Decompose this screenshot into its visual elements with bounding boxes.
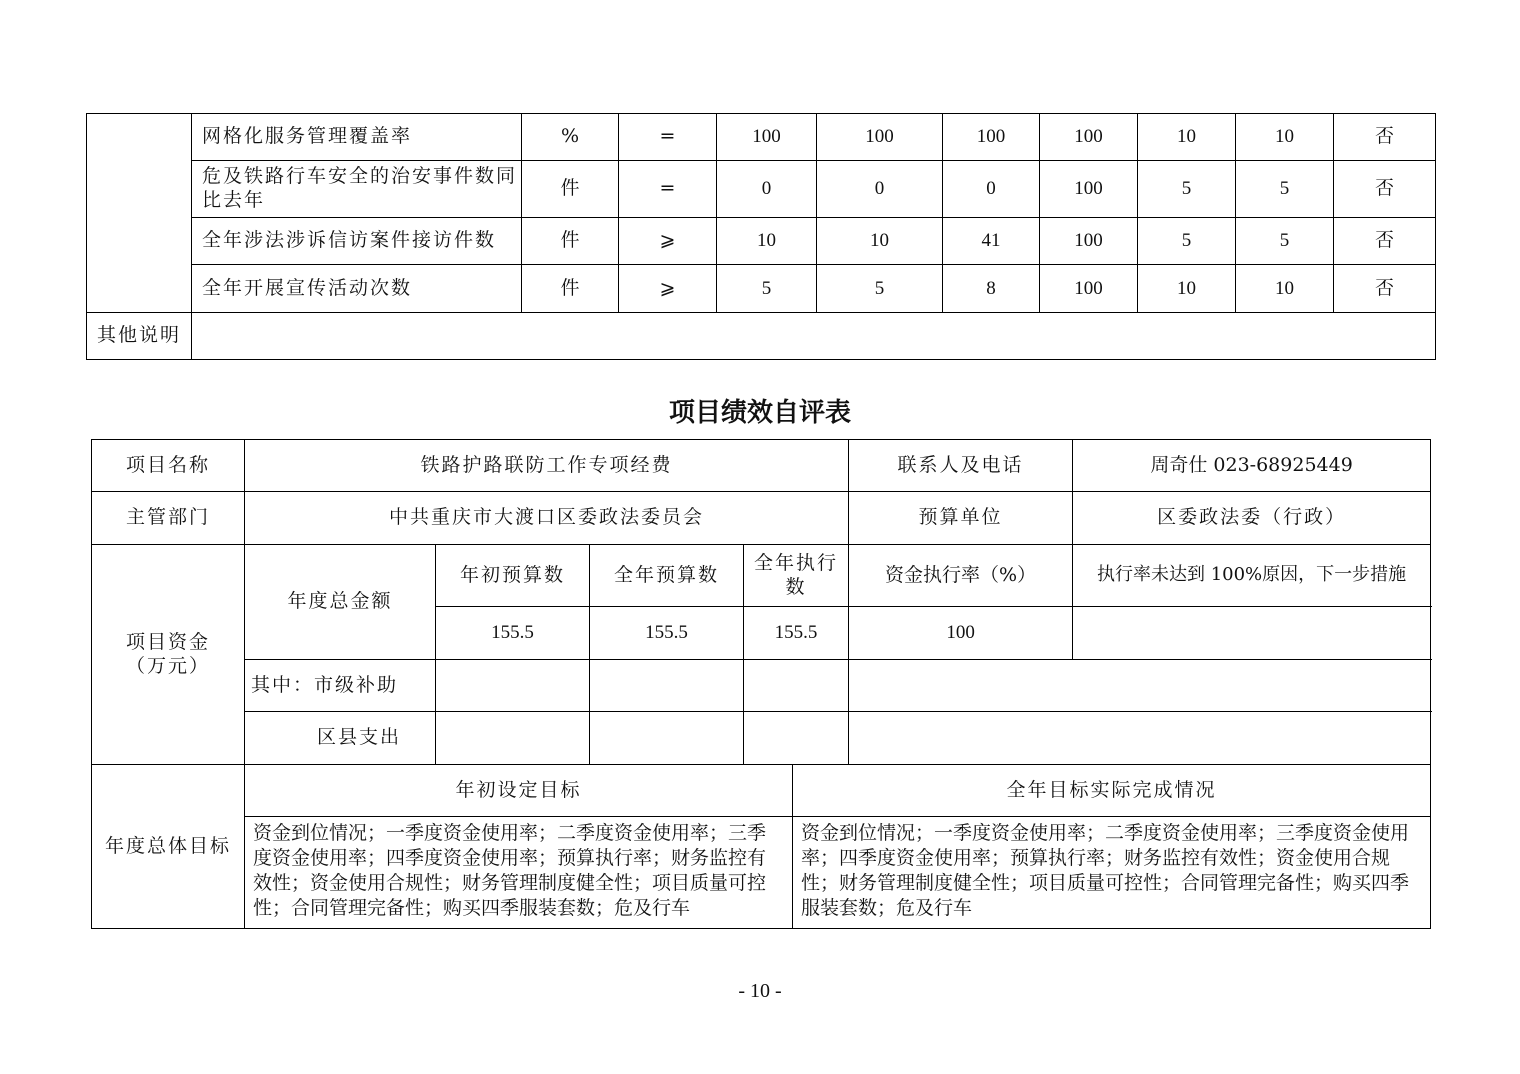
val-full-budget: 155.5 bbox=[590, 607, 744, 660]
indicator-weight: 10 bbox=[1138, 265, 1236, 313]
indicator-flag: 否 bbox=[1334, 161, 1436, 218]
county-full bbox=[590, 712, 744, 765]
city-subsidy-exec bbox=[744, 660, 849, 712]
val-execution-rate: 100 bbox=[849, 607, 1073, 660]
table-row bbox=[92, 440, 1431, 492]
indicator-rate: 100 bbox=[1040, 265, 1138, 313]
table-row bbox=[87, 265, 1436, 313]
initial-goal-content: 资金到位情况；一季度资金使用率；二季度资金使用率；三季度资金使用率；四季度资金使用率；预算执行率；财务监控有效性；资金使用合规性；财务管理制度健全性；项目质量可控性；合同管理完备性；购买四季服装套数；危及行车 bbox=[253, 822, 767, 919]
initial-goal-label: 年初设定目标 bbox=[245, 765, 793, 817]
city-subsidy-label: 其中：市级补助 bbox=[245, 660, 436, 712]
indicator-name: 网格化服务管理覆盖率 bbox=[192, 114, 522, 161]
actual-goal-label: 全年目标实际完成情况 bbox=[793, 765, 1431, 817]
actual-goal-content: 资金到位情况；一季度资金使用率；二季度资金使用率；三季度资金使用率；四季度资金使用率；预算执行率；财务监控有效性；资金使用合规性；财务管理制度健全性；项目质量可控性；合同管理完备性；购买四季服装套数；危及行车 bbox=[801, 822, 1410, 919]
val-execution: 155.5 bbox=[744, 607, 849, 660]
indicator-actual: 0 bbox=[943, 161, 1040, 218]
indicator-operator: ⩾ bbox=[619, 218, 717, 265]
col-reason: 执行率未达到 100%原因，下一步措施 bbox=[1073, 545, 1431, 607]
page-number: - 10 - bbox=[738, 980, 782, 1002]
table-row bbox=[92, 660, 1431, 712]
indicator-unit: 件 bbox=[522, 161, 619, 218]
indicator-name: 危及铁路行车安全的治安事件数同比去年 bbox=[192, 161, 522, 218]
indicator-unit: 件 bbox=[522, 218, 619, 265]
city-subsidy-full bbox=[590, 660, 744, 712]
indicator-target: 5 bbox=[717, 265, 817, 313]
indicator-rate: 100 bbox=[1040, 114, 1138, 161]
indicator-flag: 否 bbox=[1334, 265, 1436, 313]
contact-label: 联系人及电话 bbox=[849, 440, 1073, 492]
page-title: 项目绩效自评表 bbox=[668, 398, 851, 428]
funds-label: 项目资金（万元） bbox=[92, 545, 245, 765]
county-initial bbox=[436, 712, 590, 765]
indicator-full: 5 bbox=[817, 265, 943, 313]
other-notes-value bbox=[192, 313, 1436, 360]
indicator-weight: 5 bbox=[1138, 161, 1236, 218]
indicator-full: 10 bbox=[817, 218, 943, 265]
indicator-target: 100 bbox=[717, 114, 817, 161]
indicator-operator: = bbox=[619, 114, 717, 161]
indicator-unit: 件 bbox=[522, 265, 619, 313]
table-row bbox=[92, 545, 1431, 607]
initial-goal-text bbox=[245, 817, 793, 929]
table-row bbox=[92, 817, 1431, 929]
table-row bbox=[92, 712, 1431, 765]
indicator-full: 0 bbox=[817, 161, 943, 218]
dept-label: 主管部门 bbox=[92, 492, 245, 545]
indicator-actual: 100 bbox=[943, 114, 1040, 161]
indicator-unit: % bbox=[522, 114, 619, 161]
table-row bbox=[92, 765, 1431, 817]
table-row bbox=[87, 313, 1436, 360]
col-execution-rate: 资金执行率（%） bbox=[849, 545, 1073, 607]
indicator-flag: 否 bbox=[1334, 218, 1436, 265]
indicator-score: 5 bbox=[1236, 161, 1334, 218]
goal-label: 年度总体目标 bbox=[92, 765, 245, 929]
county-label: 区县支出 bbox=[245, 712, 436, 765]
actual-goal-text bbox=[793, 817, 1431, 929]
contact-value: 周奇仕 023-68925449 bbox=[1073, 440, 1431, 492]
col-full-budget: 全年预算数 bbox=[590, 545, 744, 607]
table-row bbox=[87, 114, 1436, 161]
annual-total-label: 年度总金额 bbox=[245, 545, 436, 660]
indicator-score: 5 bbox=[1236, 218, 1334, 265]
table-row bbox=[87, 218, 1436, 265]
indicator-actual: 41 bbox=[943, 218, 1040, 265]
col-initial-budget: 年初预算数 bbox=[436, 545, 590, 607]
table-row bbox=[87, 161, 1436, 218]
dept-value: 中共重庆市大渡口区委政法委员会 bbox=[245, 492, 849, 545]
budget-unit-value: 区委政法委（行政） bbox=[1073, 492, 1431, 545]
project-name-value: 铁路护路联防工作专项经费 bbox=[245, 440, 849, 492]
indicator-operator: = bbox=[619, 161, 717, 218]
indicator-rate: 100 bbox=[1040, 161, 1138, 218]
indicator-weight: 10 bbox=[1138, 114, 1236, 161]
city-subsidy-initial bbox=[436, 660, 590, 712]
val-reason bbox=[1073, 607, 1431, 660]
project-name-label: 项目名称 bbox=[92, 440, 245, 492]
county-rest bbox=[849, 712, 1431, 765]
budget-unit-label: 预算单位 bbox=[849, 492, 1073, 545]
county-exec bbox=[744, 712, 849, 765]
indicator-weight: 5 bbox=[1138, 218, 1236, 265]
indicator-operator: ⩾ bbox=[619, 265, 717, 313]
other-notes-label: 其他说明 bbox=[87, 313, 192, 360]
indicator-name: 全年开展宣传活动次数 bbox=[192, 265, 522, 313]
indicator-table bbox=[86, 113, 1436, 360]
indicator-group-cell bbox=[87, 114, 192, 313]
indicator-flag: 否 bbox=[1334, 114, 1436, 161]
indicator-target: 0 bbox=[717, 161, 817, 218]
indicator-rate: 100 bbox=[1040, 218, 1138, 265]
indicator-actual: 8 bbox=[943, 265, 1040, 313]
self-eval-table bbox=[91, 439, 1431, 929]
val-initial-budget: 155.5 bbox=[436, 607, 590, 660]
indicator-score: 10 bbox=[1236, 114, 1334, 161]
city-subsidy-rest bbox=[849, 660, 1431, 712]
indicator-name: 全年涉法涉诉信访案件接访件数 bbox=[192, 218, 522, 265]
indicator-score: 10 bbox=[1236, 265, 1334, 313]
indicator-target: 10 bbox=[717, 218, 817, 265]
col-execution: 全年执行数 bbox=[744, 545, 849, 607]
table-row bbox=[92, 492, 1431, 545]
indicator-full: 100 bbox=[817, 114, 943, 161]
